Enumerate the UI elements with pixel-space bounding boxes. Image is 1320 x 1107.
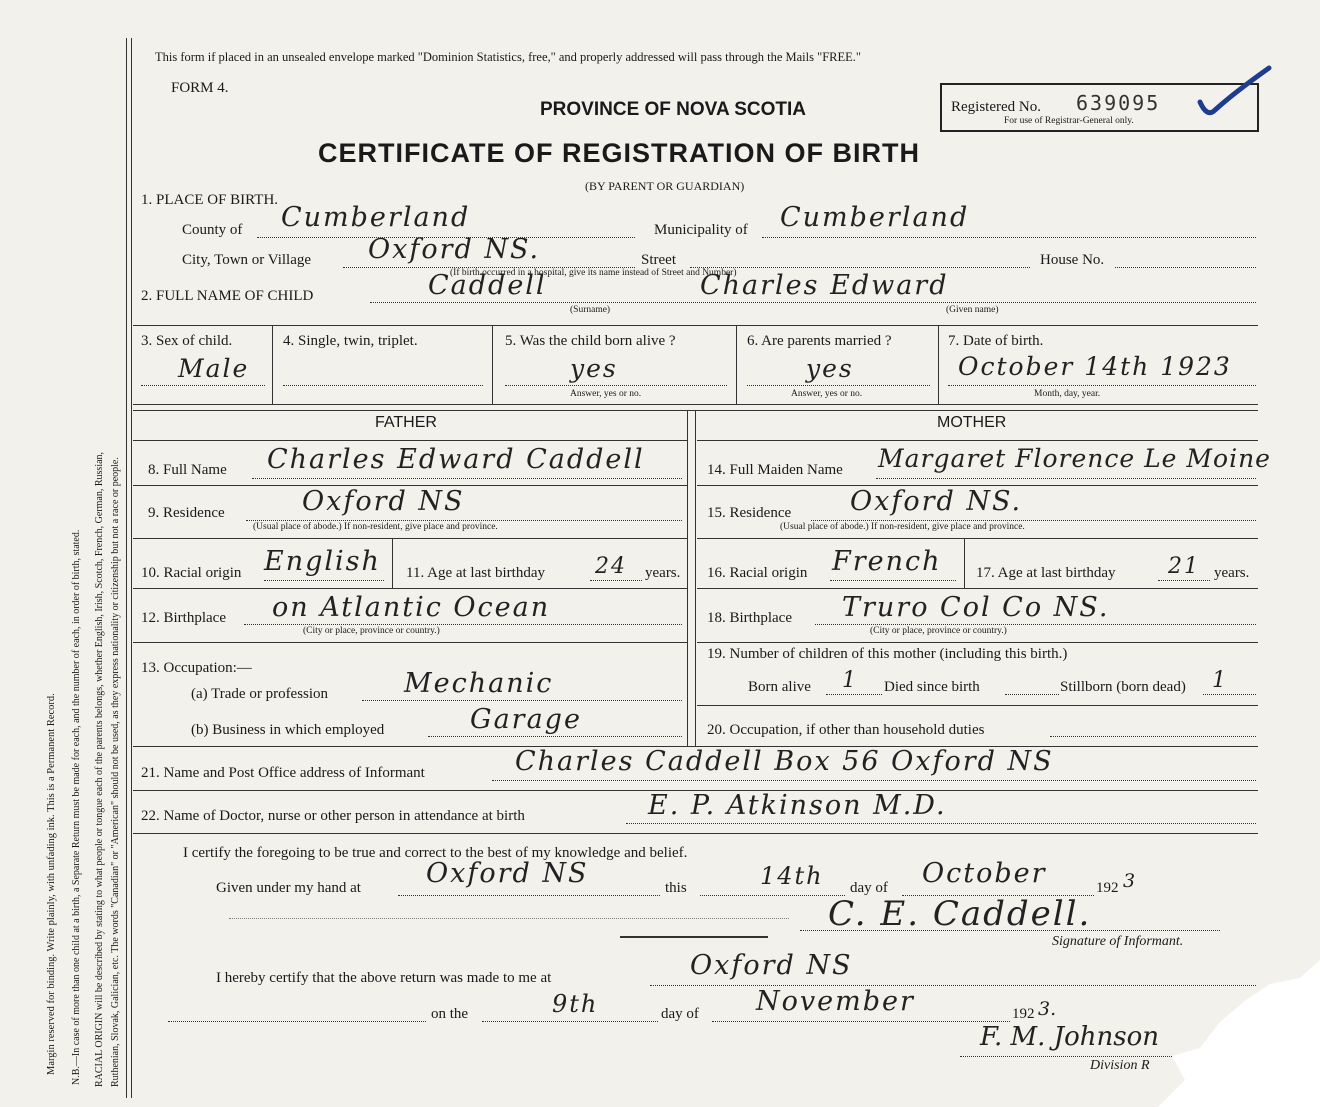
house-number-label: House No. <box>1040 252 1105 268</box>
parents-married-value: yes <box>806 354 854 383</box>
torn-corner <box>1150 960 1320 1107</box>
mother-residence-note: (Usual place of abode.) If non-resident, give place and province. <box>780 522 1025 532</box>
born-alive-count-label: Born alive <box>748 679 811 695</box>
certify-day-of-label: day of <box>850 880 888 896</box>
father-residence-note: (Usual place of abode.) If non-resident, give place and province. <box>253 522 498 532</box>
mother-racial-origin-label: 16. Racial origin <box>707 565 808 581</box>
margin-binding-note: Margin reserved for binding. Write plainly, with unfading ink. This is a Permanent Record. <box>46 693 57 1075</box>
mother-birthplace-label: 18. Birthplace <box>707 610 792 626</box>
registrar-statement: I hereby certify that the above return was made to me at <box>216 970 552 986</box>
registrar-day-of-label: day of <box>661 1006 699 1022</box>
business-label: (b) Business in which employed <box>191 722 385 738</box>
informant-signature-caption: Signature of Informant. <box>1052 934 1184 949</box>
father-residence-value: Oxford NS <box>302 486 465 517</box>
margin-rule-1 <box>126 38 127 1098</box>
doctor-value: E. P. Atkinson M.D. <box>648 790 947 821</box>
father-age-unit: years. <box>645 565 681 581</box>
informant-label: 21. Name and Post Office address of Informant <box>141 765 425 781</box>
father-racial-origin-value: English <box>264 546 381 577</box>
father-birthplace-value: on Atlantic Ocean <box>272 592 551 623</box>
registered-number-label: Registered No. <box>951 99 1041 115</box>
date-of-birth-note: Month, day, year. <box>1034 389 1101 399</box>
date-of-birth-label: 7. Date of birth. <box>948 333 1044 349</box>
registrar-day-value: 9th <box>552 990 599 1018</box>
child-surname: Caddell <box>428 270 547 301</box>
certify-year-prefix: 192 <box>1096 880 1119 896</box>
mother-occupation-label: 20. Occupation, if other than household duties <box>707 722 985 738</box>
parents-married-note: Answer, yes or no. <box>791 389 863 399</box>
registrar-year-prefix: 192 <box>1012 1006 1035 1022</box>
mother-name-label: 14. Full Maiden Name <box>707 462 843 478</box>
place-of-birth-heading: 1. PLACE OF BIRTH. <box>141 192 279 208</box>
registered-number-value: 639095 <box>1076 91 1161 115</box>
municipality-value: Cumberland <box>780 202 970 233</box>
informant-signature: C. E. Caddell. <box>828 894 1092 934</box>
child-given-name: Charles Edward <box>700 270 949 301</box>
hospital-note: (If birth occurred in a hospital, give its name instead of Street and Number) <box>450 268 737 278</box>
mother-name-value: Margaret Florence Le Moine <box>878 444 1271 473</box>
mother-birthplace-value: Truro Col Co NS. <box>842 592 1110 623</box>
check-mark-icon <box>1195 62 1275 122</box>
city-label: City, Town or Village <box>182 252 312 268</box>
given-under-hand-label: Given under my hand at <box>216 880 361 896</box>
mother-birthplace-note: (City or place, province or country.) <box>870 626 1007 636</box>
trade-value: Mechanic <box>404 668 554 699</box>
registrar-use-note: For use of Registrar-General only. <box>1004 116 1134 126</box>
certify-statement: I certify the foregoing to be true and correct to the best of my knowledge and belief. <box>183 845 688 861</box>
surname-note: (Surname) <box>570 305 611 315</box>
mother-age-value: 21 <box>1168 554 1200 579</box>
registrar-on-label: on the <box>431 1006 469 1022</box>
stillborn-value: 1 <box>1212 668 1228 693</box>
father-name-label: 8. Full Name <box>148 462 227 478</box>
mother-age-label: 17. Age at last birthday <box>976 565 1116 581</box>
informant-value: Charles Caddell Box 56 Oxford NS <box>515 746 1054 777</box>
child-name-label: 2. FULL NAME OF CHILD <box>141 288 314 304</box>
margin-racial-origin-note-1: RACIAL ORIGIN will be described by stating to what people or tongue each of the parents belongs, whether English, Irish, Scotch, French, German, Russian, <box>94 451 105 1087</box>
margin-multiple-birth-note: N.B.—In case of more than one child at a birth, a Separate Return must be made for each, and the number of each, in order of birth, stated. <box>71 529 82 1085</box>
county-value: Cumberland <box>281 202 471 233</box>
trade-label: (a) Trade or profession <box>191 686 329 702</box>
father-age-value: 24 <box>595 554 627 579</box>
certify-year-suffix: 3 <box>1123 870 1136 892</box>
form-number: FORM 4. <box>171 80 229 96</box>
business-value: Garage <box>470 704 582 735</box>
mother-residence-value: Oxford NS. <box>850 486 1023 517</box>
province-heading: PROVINCE OF NOVA SCOTIA <box>540 99 807 120</box>
certify-place-value: Oxford NS <box>426 858 589 889</box>
city-value: Oxford NS. <box>368 234 541 265</box>
sex-value: Male <box>178 354 250 383</box>
doctor-label: 22. Name of Doctor, nurse or other person in attendance at birth <box>141 808 525 824</box>
mother-heading: MOTHER <box>937 414 1007 431</box>
certify-day-value: 14th <box>760 862 824 890</box>
registrar-signature: F. M. Johnson <box>980 1022 1159 1052</box>
father-name-value: Charles Edward Caddell <box>267 444 645 475</box>
county-label: County of <box>182 222 243 238</box>
division-registrar-caption: Division R <box>1090 1058 1150 1073</box>
stillborn-label: Stillborn (born dead) <box>1060 679 1186 695</box>
father-heading: FATHER <box>375 414 437 431</box>
born-alive-note: Answer, yes or no. <box>570 389 642 399</box>
margin-racial-origin-note-2: Ruthenian, Slovak, Galician, etc. The words "Canadian" or "American" should not be used, as they express nationality or citizenship but not a race or people. <box>110 457 121 1087</box>
born-alive-count-value: 1 <box>842 668 858 693</box>
certify-this-label: this <box>665 880 687 896</box>
street-label: Street <box>641 252 676 268</box>
given-name-note: (Given name) <box>946 305 999 315</box>
certificate-title: CERTIFICATE OF REGISTRATION OF BIRTH <box>318 138 920 168</box>
mother-residence-label: 15. Residence <box>707 505 792 521</box>
parents-married-label: 6. Are parents married ? <box>747 333 892 349</box>
mother-children-label: 19. Number of children of this mother (including this birth.) <box>707 646 1068 662</box>
plurality-label: 4. Single, twin, triplet. <box>283 333 418 349</box>
sex-label: 3. Sex of child. <box>141 333 233 349</box>
certificate-subtitle: (BY PARENT OR GUARDIAN) <box>585 179 745 193</box>
born-alive-label: 5. Was the child born alive ? <box>505 333 676 349</box>
father-birthplace-note: (City or place, province or country.) <box>303 626 440 636</box>
father-occupation-label: 13. Occupation:— <box>141 660 252 676</box>
mother-age-unit: years. <box>1214 565 1250 581</box>
registrar-year-suffix: 3. <box>1038 998 1057 1020</box>
date-of-birth-value: October 14th 1923 <box>958 352 1232 381</box>
father-birthplace-label: 12. Birthplace <box>141 610 226 626</box>
registrar-month-value: November <box>756 986 915 1017</box>
born-alive-value: yes <box>570 354 618 383</box>
municipality-label: Municipality of <box>654 222 748 238</box>
certify-month-value: October <box>922 858 1047 889</box>
margin-rule-2 <box>131 38 132 1098</box>
postal-notice: This form if placed in an unsealed envelope marked "Dominion Statistics, free," and properly addressed will pass through the Mails "FREE." <box>155 50 862 64</box>
died-since-birth-label: Died since birth <box>884 679 980 695</box>
father-age-label: 11. Age at last birthday <box>406 565 545 581</box>
father-racial-origin-label: 10. Racial origin <box>141 565 242 581</box>
registrar-place-value: Oxford NS <box>690 950 853 981</box>
father-residence-label: 9. Residence <box>148 505 225 521</box>
mother-racial-origin-value: French <box>832 546 942 577</box>
